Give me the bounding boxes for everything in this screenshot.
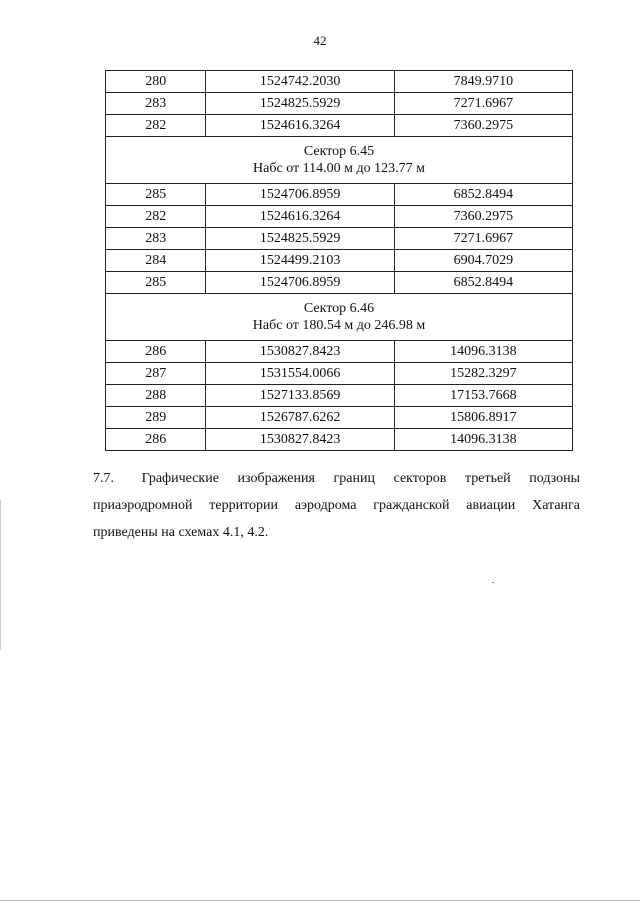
sector-height-range: Набс от 114.00 м до 123.77 м — [253, 161, 425, 176]
sector-header-cell — [106, 137, 573, 184]
x-coordinate-cell: 1524706.8959 — [206, 272, 394, 294]
point-number-cell: 286 — [106, 341, 206, 363]
point-number-cell: 280 — [106, 71, 206, 93]
table-row — [106, 385, 573, 407]
sector-title: Сектор 6.46 — [303, 301, 375, 316]
table-row — [106, 93, 573, 115]
x-coordinate-cell: 1524499.2103 — [206, 250, 394, 272]
x-coordinate-cell: 1524742.2030 — [206, 71, 394, 93]
sector-height-range: Набс от 180.54 м до 246.98 м — [252, 318, 426, 333]
x-coordinate-cell: 1527133.8569 — [206, 385, 394, 407]
table-row — [106, 71, 573, 93]
sector-header-row — [106, 294, 573, 341]
y-coordinate-cell: 6852.8494 — [394, 184, 572, 206]
table-row — [106, 363, 573, 385]
table-row — [106, 250, 573, 272]
y-coordinate-cell: 7271.6967 — [394, 93, 572, 115]
x-coordinate-cell: 1530827.8423 — [206, 429, 394, 451]
y-coordinate-cell: 7360.2975 — [394, 206, 572, 228]
y-coordinate-cell: 14096.3138 — [394, 429, 572, 451]
y-coordinate-cell: 6852.8494 — [394, 272, 572, 294]
y-coordinate-cell: 14096.3138 — [394, 341, 572, 363]
x-coordinate-cell: 1531554.0066 — [206, 363, 394, 385]
table-row — [106, 272, 573, 294]
y-coordinate-cell: 15806.8917 — [394, 407, 572, 429]
x-coordinate-cell: 1524616.3264 — [206, 206, 394, 228]
table-row — [106, 341, 573, 363]
page-number: 42 — [313, 33, 327, 48]
y-coordinate-cell: 7271.6967 — [394, 228, 572, 250]
point-number-cell: 288 — [106, 385, 206, 407]
sector-header-cell — [106, 294, 573, 341]
point-number-cell: 283 — [106, 228, 206, 250]
y-coordinate-cell: 17153.7668 — [394, 385, 572, 407]
x-coordinate-cell: 1524825.5929 — [206, 93, 394, 115]
table-row — [106, 206, 573, 228]
y-coordinate-cell: 6904.7029 — [394, 250, 572, 272]
paragraph-7-7 — [93, 465, 580, 546]
point-number-cell: 282 — [106, 115, 206, 137]
x-coordinate-cell: 1524825.5929 — [206, 228, 394, 250]
sector-header-row — [106, 137, 573, 184]
coordinates-table — [105, 70, 573, 451]
table-row — [106, 407, 573, 429]
x-coordinate-cell: 1524706.8959 — [206, 184, 394, 206]
y-coordinate-cell: 7360.2975 — [394, 115, 572, 137]
point-number-cell: 285 — [106, 272, 206, 294]
point-number-cell: 286 — [106, 429, 206, 451]
table-row — [106, 228, 573, 250]
scan-speck — [492, 582, 494, 583]
table-row — [106, 184, 573, 206]
x-coordinate-cell: 1524616.3264 — [206, 115, 394, 137]
scan-bottom-edge — [0, 900, 640, 901]
point-number-cell: 287 — [106, 363, 206, 385]
point-number-cell: 285 — [106, 184, 206, 206]
point-number-cell: 283 — [106, 93, 206, 115]
point-number-cell: 284 — [106, 250, 206, 272]
scan-margin-line — [0, 500, 1, 650]
x-coordinate-cell: 1530827.8423 — [206, 341, 394, 363]
table-row — [106, 429, 573, 451]
coordinates-table-body — [106, 71, 573, 451]
point-number-cell: 282 — [106, 206, 206, 228]
y-coordinate-cell: 7849.9710 — [394, 71, 572, 93]
paragraph-number: 7.7. — [93, 471, 114, 486]
sector-title: Сектор 6.45 — [303, 144, 375, 159]
x-coordinate-cell: 1526787.6262 — [206, 407, 394, 429]
paragraph-text: Графические изображения границ секторов третьей подзоны приаэродромной территории аэродрома гражданской авиации Хатанга приведены на схемах 4.1, 4.2. — [93, 471, 580, 540]
point-number-cell: 289 — [106, 407, 206, 429]
y-coordinate-cell: 15282.3297 — [394, 363, 572, 385]
table-row — [106, 115, 573, 137]
